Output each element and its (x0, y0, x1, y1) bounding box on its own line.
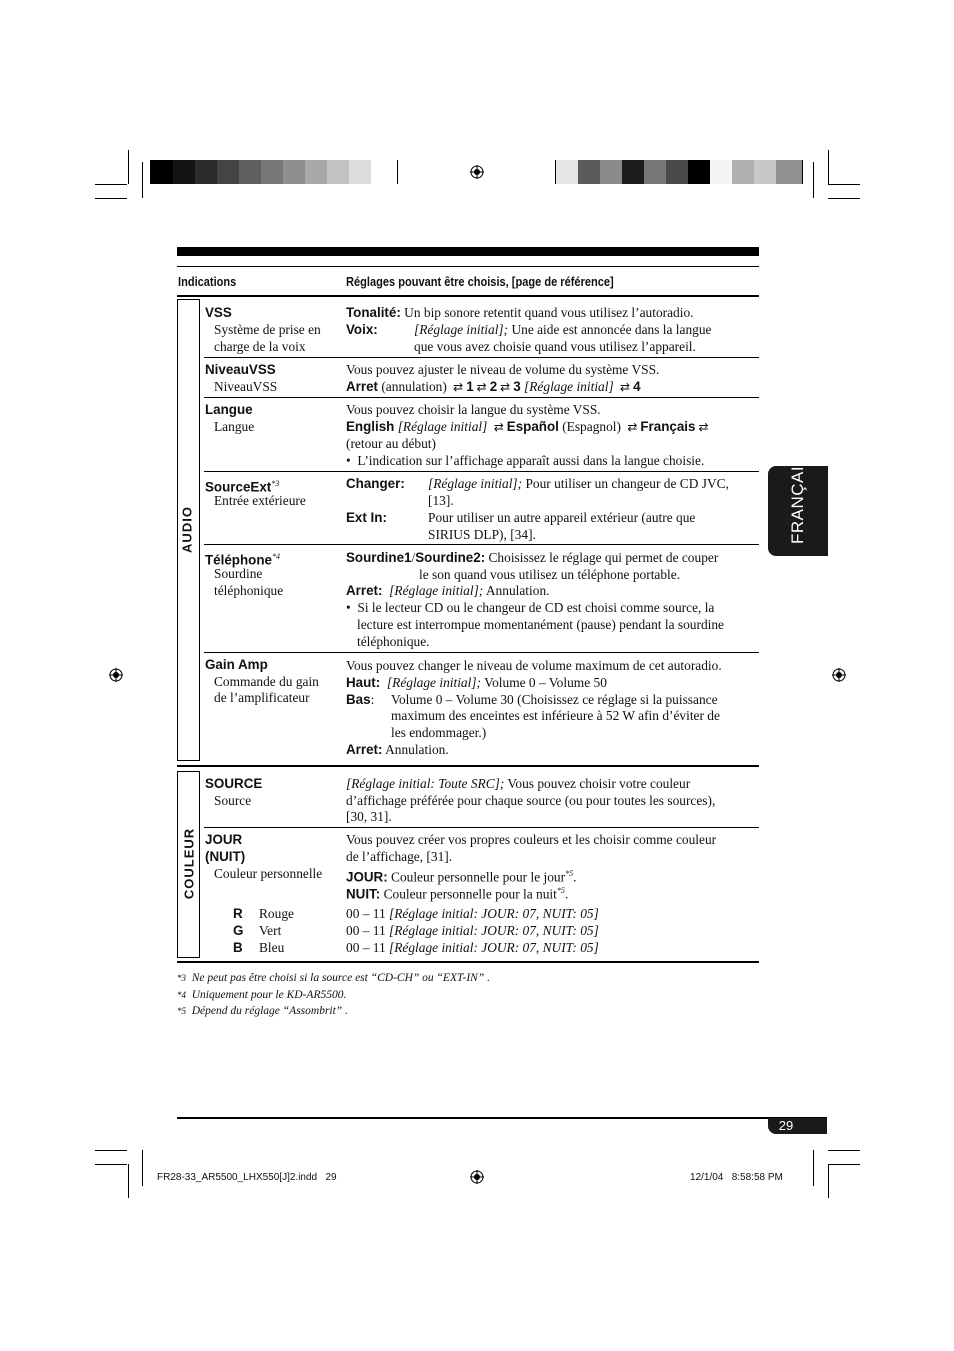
gainamp-desc: Vous pouvez changer le niveau de volume maximum de cet autoradio. (346, 658, 722, 673)
source-desc-2: d’affichage préférée pour chaque source (ou pour toutes les sources), (346, 793, 716, 808)
rgb-label-b: Bleu (259, 940, 285, 955)
cycle-arrow-icon: ⇄ (627, 420, 638, 434)
telephone-sub-1: Sourdine (214, 566, 263, 581)
rgb-key-b: B (233, 940, 243, 955)
telephone-sub-2: téléphonique (214, 583, 284, 598)
rgb-range-g: 00 – 11 [Réglage initial: JOUR: 07, NUIT: 05] (346, 923, 599, 938)
gainamp-sub-1: Commande du gain (214, 674, 319, 689)
sourceext-title: SourceExt$^{*3}$ (205, 479, 280, 495)
vss-title: VSS (205, 305, 232, 320)
telephone-arret: Arret: [Réglage initial]; Annulation. (346, 583, 550, 598)
footnote-4: *4 Uniquement pour le KD-AR5500. (177, 989, 347, 1001)
footnote-5: *5 Dépend du réglage “Assombrit” . (177, 1005, 348, 1017)
jour-sub: Couleur personnelle (214, 866, 323, 881)
nuit-setting: NUIT: Couleur personnelle pour la nuit$^{*5}$. (346, 886, 569, 902)
rgb-key-r: R (233, 906, 243, 921)
gainamp-arret: Arret: Annulation. (346, 742, 449, 757)
niveau-options: Arret (annulation) ⇄ 1 ⇄ 2 ⇄ 3 [Réglage initial] ⇄ 4 (346, 379, 641, 394)
registration-mark-icon (470, 1170, 484, 1184)
top-thick-rule (177, 247, 759, 256)
langue-retour: (retour au début) (346, 436, 436, 451)
source-title: SOURCE (205, 776, 263, 791)
header-indications: Indications (178, 274, 237, 289)
cycle-arrow-icon: ⇄ (620, 380, 631, 394)
langue-title: Langue (205, 402, 253, 417)
gainamp-sub-2: de l’amplificateur (214, 690, 310, 705)
telephone-sourdine: Sourdine1/Sourdine2: Choisissez le réglage qui permet de couper (346, 550, 719, 565)
gainamp-bas-1: Volume 0 – Volume 30 (Choisissez ce réglage si la puissance (391, 692, 718, 707)
langue-bullet: • L’indication sur l’affichage apparaît aussi dans la langue choisie. (346, 453, 705, 468)
jour-desc-1: Vous pouvez créer vos propres couleurs et les choisir comme couleur (346, 832, 717, 847)
rgb-label-g: Vert (259, 923, 282, 938)
nuit-title: (NUIT) (205, 849, 246, 864)
telephone-bullet-3: téléphonique. (357, 634, 430, 649)
langue-sub: Langue (214, 419, 255, 434)
cycle-arrow-icon: ⇄ (698, 420, 709, 434)
footnote-3: *3 Ne peut pas être choisi si la source est “CD-CH” ou “EXT-IN” . (177, 972, 491, 984)
couleur-group-label: COULEUR (181, 827, 197, 900)
rgb-label-r: Rouge (259, 906, 294, 921)
rgb-range-b: 00 – 11 [Réglage initial: JOUR: 07, NUIT: 05] (346, 940, 599, 955)
vss-sub-1: Système de prise en (214, 322, 321, 337)
cycle-arrow-icon: ⇄ (453, 380, 464, 394)
print-date-info: 12/1/04 8:58:58 PM (690, 1172, 783, 1183)
sourceext-extin: Pour utiliser un autre appareil extérieur (autre que (428, 510, 696, 525)
jour-setting: JOUR: Couleur personnelle pour le jour$^{*5}$. (346, 869, 577, 885)
telephone-sourdine-cont: le son quand vous utilisez un téléphone portable. (419, 567, 681, 582)
vss-setting-voix-key: Voix: (346, 322, 378, 337)
telephone-bullet-1: • Si le lecteur CD ou le changeur de CD est choisi comme source, la (346, 600, 715, 615)
registration-mark-icon (109, 668, 123, 682)
telephone-title: Téléphone$^{*4}$ (205, 552, 280, 568)
cycle-arrow-icon: ⇄ (493, 420, 504, 434)
jour-desc-2: de l’affichage, [31]. (346, 849, 453, 864)
audio-group-label: AUDIO (179, 506, 195, 553)
source-sub: Source (214, 793, 252, 808)
jour-title: JOUR (205, 832, 243, 847)
niveau-desc: Vous pouvez ajuster le niveau de volume du système VSS. (346, 362, 660, 377)
telephone-bullet-2: lecture est interrompue momentanément (pause) pendant la sourdine (357, 617, 724, 632)
sourceext-extin-cont: SIRIUS DLP), [34]. (428, 527, 536, 542)
gainamp-bas-2: maximum des enceintes est inférieure à 52 W afin d’éviter de (391, 708, 720, 723)
language-tab (768, 454, 828, 556)
cycle-arrow-icon: ⇄ (476, 380, 487, 394)
source-desc-3: [30, 31]. (346, 809, 392, 824)
langue-options: English [Réglage initial] ⇄ Español (Espagnol) ⇄ Français ⇄ (346, 419, 709, 434)
vss-setting-voix-cont: que vous avez choisie quand vous utilisez l’appareil. (414, 339, 696, 354)
sourceext-changer-cont: [13]. (428, 493, 454, 508)
sourceext-changer: [Réglage initial]; Pour utiliser un changeur de CD JVC, (428, 476, 729, 491)
page-number: 29 (778, 1118, 794, 1133)
vss-setting-tonalite: Tonalité: Un bip sonore retentit quand vous utilisez l’autoradio. (346, 305, 694, 320)
gainamp-haut: Haut: [Réglage initial]; Volume 0 – Volume 50 (346, 675, 607, 690)
source-desc-1: [Réglage initial: Toute SRC]; Vous pouvez choisir votre couleur (346, 776, 691, 791)
vss-setting-voix: [Réglage initial]; Une aide est annoncée dans la langue (414, 322, 712, 337)
language-tab-label: FRANÇAIS (788, 454, 807, 544)
gainamp-bas-3: les endommager.) (391, 725, 487, 740)
header-settings: Réglages pouvant être choisis, [page de référence] (346, 274, 614, 289)
gainamp-bas-key: Bas: (346, 692, 375, 707)
rgb-key-g: G (233, 923, 244, 938)
niveau-title: NiveauVSS (205, 362, 276, 377)
page-number-box (768, 1118, 827, 1134)
registration-mark-icon (832, 668, 846, 682)
sourceext-changer-key: Changer: (346, 476, 405, 491)
cycle-arrow-icon: ⇄ (500, 380, 511, 394)
sourceext-sub: Entrée extérieure (214, 493, 306, 508)
vss-sub-2: charge de la voix (214, 339, 306, 354)
gainamp-title: Gain Amp (205, 657, 268, 672)
langue-desc: Vous pouvez choisir la langue du système VSS. (346, 402, 601, 417)
print-file-info: FR28-33_AR5500_LHX550[J]2.indd 29 (157, 1172, 337, 1183)
bottom-rule (177, 1117, 827, 1119)
registration-mark-icon (470, 165, 484, 179)
sourceext-extin-key: Ext In: (346, 510, 387, 525)
niveau-sub: NiveauVSS (214, 379, 278, 394)
rgb-range-r: 00 – 11 [Réglage initial: JOUR: 07, NUIT: 05] (346, 906, 599, 921)
